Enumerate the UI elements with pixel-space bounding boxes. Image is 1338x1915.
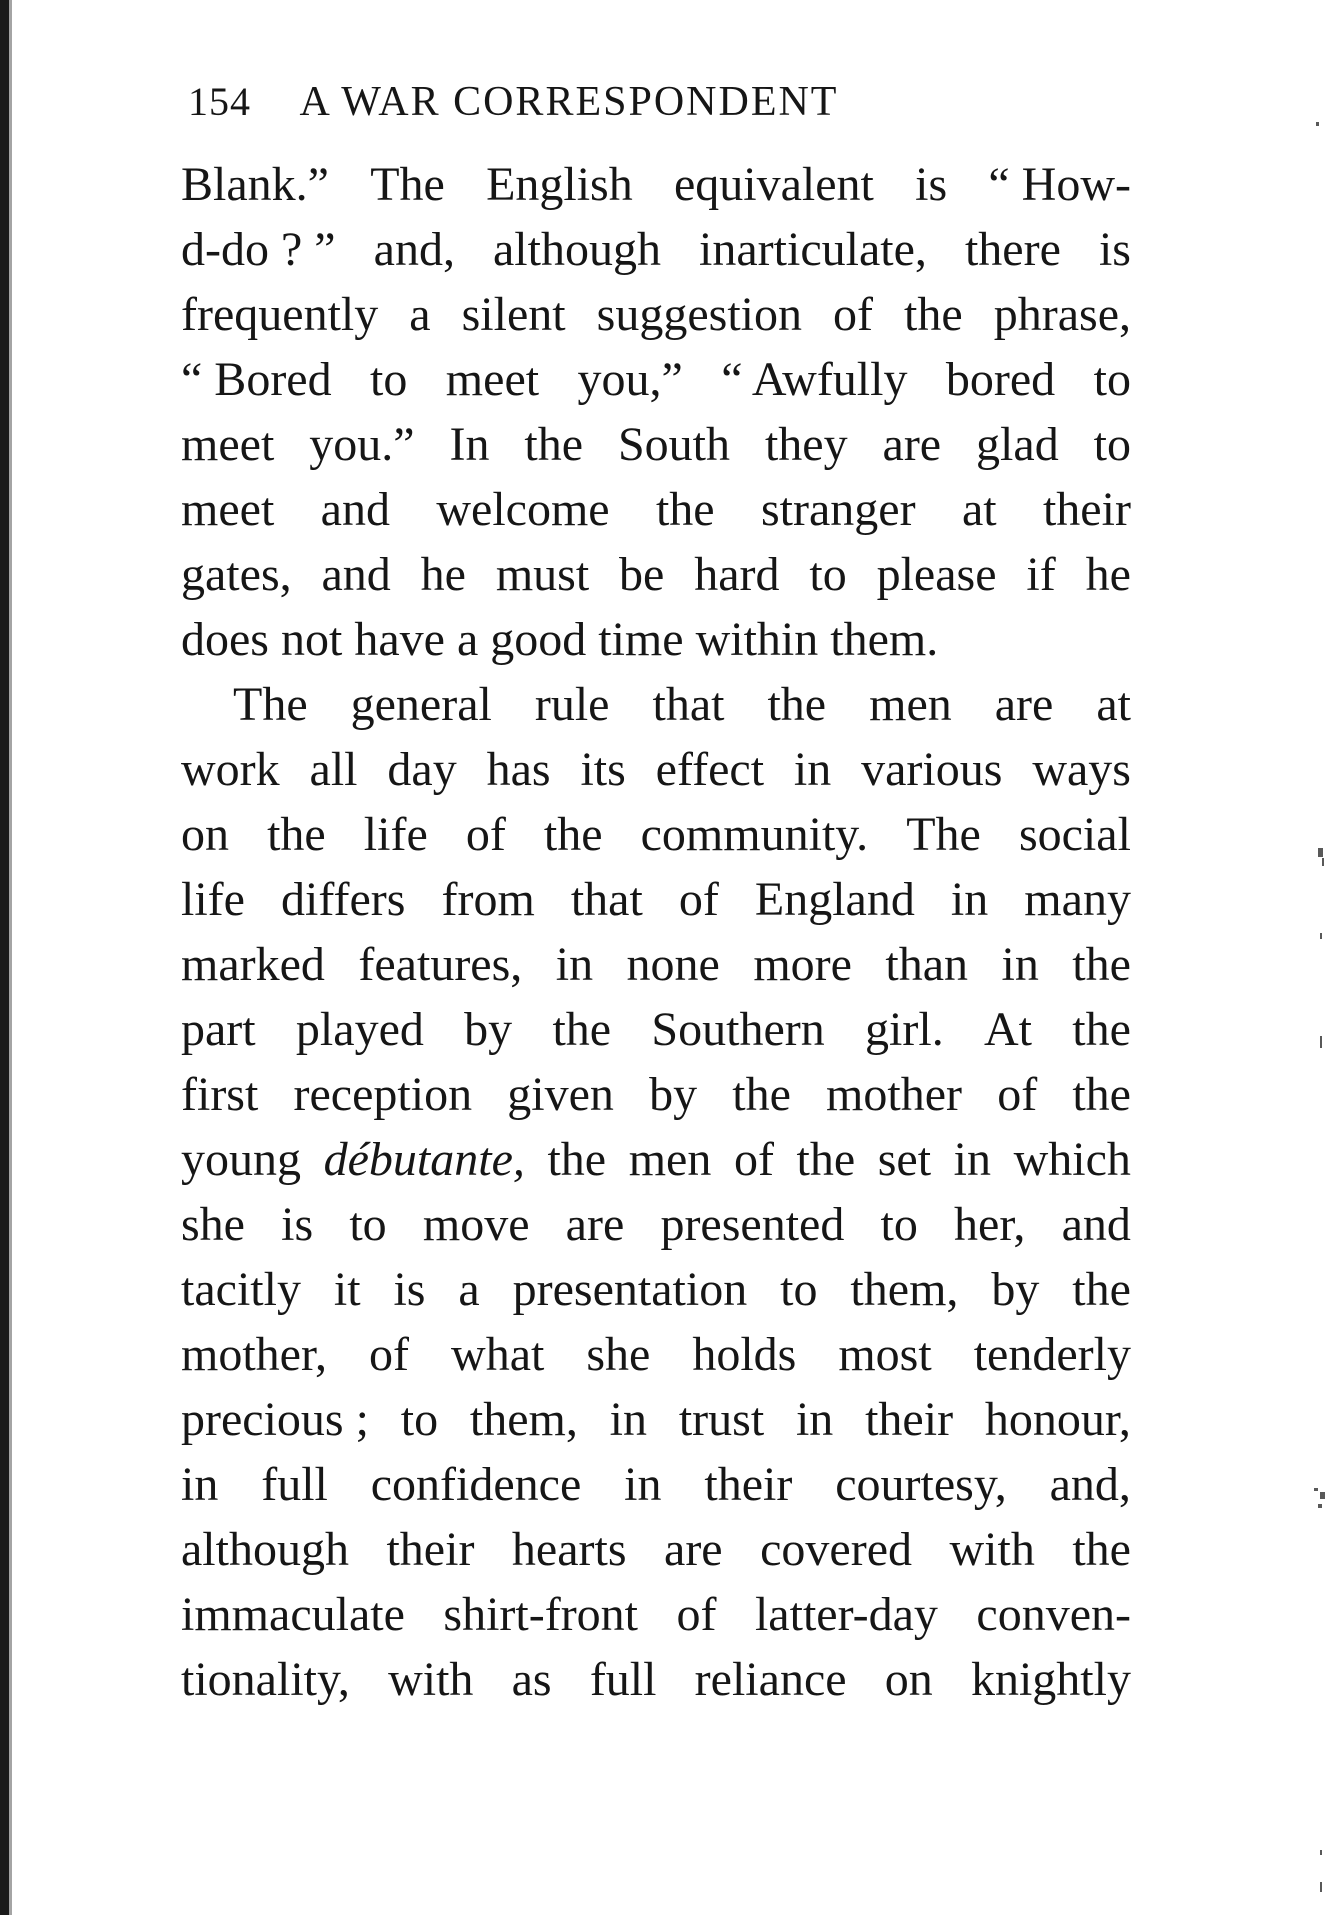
word: in bbox=[953, 1133, 992, 1186]
word: of bbox=[676, 1588, 717, 1641]
word: silent bbox=[461, 288, 566, 341]
page-gutter-shadow bbox=[9, 0, 12, 1915]
scan-speck bbox=[1320, 933, 1322, 939]
word: its bbox=[580, 743, 626, 796]
word: meet bbox=[181, 483, 275, 536]
text-line bbox=[181, 1647, 1131, 1712]
word: welcome bbox=[436, 483, 610, 536]
word: and bbox=[320, 483, 390, 536]
word: community. bbox=[640, 808, 869, 861]
word: life bbox=[181, 873, 245, 926]
word: the bbox=[904, 288, 963, 341]
word bbox=[342, 607, 354, 672]
word: mother bbox=[826, 1068, 963, 1121]
word: The bbox=[233, 678, 308, 731]
word: she bbox=[181, 1198, 245, 1251]
word: men bbox=[869, 678, 952, 731]
word: and bbox=[321, 548, 391, 601]
word: the bbox=[524, 418, 584, 471]
text-line bbox=[181, 542, 1131, 607]
text-line bbox=[181, 1192, 1131, 1257]
word: although bbox=[181, 1523, 349, 1576]
word: courtesy, bbox=[835, 1458, 1007, 1511]
word: at bbox=[961, 483, 997, 536]
word: is bbox=[915, 158, 948, 211]
word: a bbox=[458, 1263, 480, 1316]
word: not bbox=[280, 613, 343, 666]
word: meet bbox=[445, 353, 540, 406]
word: in bbox=[1001, 938, 1039, 991]
word: time bbox=[598, 613, 684, 666]
word: the bbox=[1072, 1523, 1131, 1576]
word: in bbox=[181, 1458, 219, 1511]
text-line bbox=[181, 737, 1131, 802]
word: the bbox=[1072, 938, 1131, 991]
word: tionality, bbox=[181, 1653, 350, 1706]
word: ways bbox=[1032, 743, 1131, 796]
word: immaculate bbox=[181, 1588, 405, 1641]
word: knightly bbox=[970, 1653, 1131, 1706]
word: of bbox=[997, 1068, 1038, 1121]
word: presented bbox=[660, 1198, 845, 1251]
text-line bbox=[181, 477, 1131, 542]
page-number: 154 bbox=[188, 79, 251, 124]
word: although bbox=[493, 223, 661, 276]
text-line bbox=[181, 1257, 1131, 1322]
word: to bbox=[1093, 418, 1131, 471]
word: move bbox=[422, 1198, 530, 1251]
word: on bbox=[181, 808, 229, 861]
scan-speck bbox=[1318, 848, 1323, 857]
word: men bbox=[628, 1133, 712, 1186]
word: hearts bbox=[511, 1523, 627, 1576]
word: stranger bbox=[760, 483, 916, 536]
word: the bbox=[547, 1133, 607, 1186]
word: given bbox=[507, 1068, 614, 1121]
word: glad bbox=[976, 418, 1059, 471]
word: English bbox=[486, 158, 633, 211]
scan-speck bbox=[1320, 1882, 1322, 1892]
text-line bbox=[181, 1387, 1131, 1452]
word: to bbox=[809, 548, 847, 601]
word: tacitly bbox=[181, 1263, 301, 1316]
scan-speck bbox=[1318, 1504, 1322, 1508]
word: all bbox=[309, 743, 358, 796]
word: girl. bbox=[865, 1003, 944, 1056]
word: a bbox=[409, 288, 431, 341]
word: “ Awfully bbox=[721, 353, 908, 406]
scan-speck bbox=[1320, 1492, 1325, 1499]
text-line bbox=[181, 997, 1131, 1062]
word: frequently bbox=[181, 288, 379, 341]
text-line-paragraph-start bbox=[181, 672, 1131, 737]
word: have bbox=[354, 613, 445, 666]
word: she bbox=[586, 1328, 651, 1381]
text-line bbox=[181, 1127, 1131, 1192]
word: precious ; bbox=[181, 1393, 369, 1446]
word: be bbox=[619, 548, 665, 601]
word: it bbox=[333, 1263, 361, 1316]
word: their bbox=[704, 1458, 793, 1511]
word: In bbox=[449, 418, 490, 471]
word: suggestion bbox=[596, 288, 802, 341]
scan-speck bbox=[1320, 1036, 1322, 1048]
word: young bbox=[181, 1133, 301, 1186]
word: differs bbox=[281, 873, 406, 926]
word: in bbox=[555, 938, 594, 991]
word: reliance bbox=[694, 1653, 847, 1706]
word: has bbox=[486, 743, 551, 796]
word bbox=[445, 607, 457, 672]
word: shirt-front bbox=[443, 1588, 639, 1641]
word: features, bbox=[358, 938, 523, 991]
word: gates, bbox=[181, 548, 292, 601]
page-gutter-edge bbox=[0, 0, 9, 1915]
word: you,” bbox=[577, 353, 683, 406]
word: played bbox=[295, 1003, 424, 1056]
word: they bbox=[764, 418, 848, 471]
word: of bbox=[833, 288, 874, 341]
word: conven- bbox=[976, 1588, 1131, 1641]
scan-speck bbox=[1320, 1850, 1322, 1855]
word: the bbox=[1072, 1263, 1131, 1316]
word bbox=[478, 607, 490, 672]
word: “ How- bbox=[988, 158, 1131, 211]
word: many bbox=[1024, 873, 1131, 926]
word: life bbox=[363, 808, 428, 861]
word: holds bbox=[692, 1328, 797, 1381]
word: of bbox=[678, 873, 719, 926]
word: trust bbox=[678, 1393, 765, 1446]
word: them, bbox=[850, 1263, 959, 1316]
word: a bbox=[456, 613, 479, 666]
word: are bbox=[664, 1523, 723, 1576]
word: by bbox=[991, 1263, 1040, 1316]
italic-term: débutante, bbox=[323, 1133, 525, 1186]
word: he bbox=[1085, 548, 1131, 601]
word: are bbox=[994, 678, 1054, 731]
word: The bbox=[370, 158, 445, 211]
word: at bbox=[1096, 678, 1131, 731]
word: full bbox=[589, 1653, 657, 1706]
word: full bbox=[261, 1458, 328, 1511]
word: the bbox=[732, 1068, 791, 1121]
word: none bbox=[626, 938, 720, 991]
word: are bbox=[565, 1198, 625, 1251]
word: you.” bbox=[309, 418, 415, 471]
word: marked bbox=[181, 938, 325, 991]
word: good bbox=[490, 613, 587, 666]
word: England bbox=[754, 873, 915, 926]
scan-speck bbox=[1316, 122, 1319, 126]
word: with bbox=[388, 1653, 474, 1706]
text-line bbox=[181, 347, 1131, 412]
text-line bbox=[181, 152, 1131, 217]
word: is bbox=[393, 1263, 426, 1316]
word: and, bbox=[1049, 1458, 1131, 1511]
word: are bbox=[882, 418, 942, 471]
running-title: A WAR CORRESPONDENT bbox=[299, 79, 839, 125]
word: them. bbox=[830, 613, 939, 666]
word: in bbox=[793, 743, 832, 796]
scan-speck bbox=[1322, 858, 1324, 866]
word: to bbox=[1093, 353, 1131, 406]
word: that bbox=[570, 873, 643, 926]
word: to bbox=[370, 353, 408, 406]
text-line bbox=[181, 867, 1131, 932]
text-line bbox=[181, 412, 1131, 477]
word: that bbox=[652, 678, 725, 731]
word: is bbox=[281, 1198, 314, 1251]
word: in bbox=[795, 1393, 834, 1446]
word: meet bbox=[181, 418, 275, 471]
word: of bbox=[369, 1328, 410, 1381]
word: their bbox=[386, 1523, 475, 1576]
word: the bbox=[267, 808, 326, 861]
word: first bbox=[181, 1068, 259, 1121]
word: does bbox=[181, 613, 269, 666]
word: in bbox=[624, 1458, 662, 1511]
word: if bbox=[1026, 548, 1056, 601]
word: honour, bbox=[984, 1393, 1131, 1446]
word: of bbox=[733, 1133, 774, 1186]
word: from bbox=[441, 873, 535, 926]
word: which bbox=[1013, 1133, 1131, 1186]
word: the bbox=[552, 1003, 612, 1056]
word: their bbox=[865, 1393, 954, 1446]
word: latter-day bbox=[754, 1588, 938, 1641]
word: bored bbox=[945, 353, 1056, 406]
text-line bbox=[181, 1452, 1131, 1517]
word: to bbox=[349, 1198, 387, 1251]
word: social bbox=[1018, 808, 1131, 861]
word: as bbox=[511, 1653, 552, 1706]
text-line bbox=[181, 932, 1131, 997]
word bbox=[269, 607, 281, 672]
word: part bbox=[181, 1003, 256, 1056]
word: rule bbox=[534, 678, 610, 731]
word: to bbox=[400, 1393, 439, 1446]
word: phrase, bbox=[993, 288, 1131, 341]
word: must bbox=[495, 548, 590, 601]
text-line bbox=[181, 1582, 1131, 1647]
word: and bbox=[1061, 1198, 1131, 1251]
scan-speck bbox=[1314, 1488, 1318, 1491]
word: At bbox=[983, 1003, 1032, 1056]
word: on bbox=[884, 1653, 933, 1706]
word: to bbox=[780, 1263, 818, 1316]
text-line bbox=[181, 282, 1131, 347]
word: the bbox=[796, 1133, 856, 1186]
word: The bbox=[906, 808, 981, 861]
word: d-do ? ” bbox=[181, 223, 336, 276]
word: what bbox=[451, 1328, 545, 1381]
word: hard bbox=[694, 548, 780, 601]
word: Southern bbox=[651, 1003, 825, 1056]
word: by bbox=[464, 1003, 513, 1056]
word: inarticulate, bbox=[699, 223, 927, 276]
word: is bbox=[1098, 223, 1131, 276]
word: day bbox=[387, 743, 457, 796]
word: the bbox=[655, 483, 715, 536]
word: and, bbox=[373, 223, 455, 276]
word: of bbox=[465, 808, 506, 861]
word: mother, bbox=[181, 1328, 328, 1381]
word: more bbox=[753, 938, 852, 991]
word: there bbox=[964, 223, 1061, 276]
word: tenderly bbox=[973, 1328, 1131, 1381]
word bbox=[586, 607, 598, 672]
word: South bbox=[617, 418, 730, 471]
word bbox=[684, 607, 696, 672]
word: in bbox=[950, 873, 989, 926]
word: covered bbox=[760, 1523, 912, 1576]
word: reception bbox=[293, 1068, 473, 1121]
word: than bbox=[885, 938, 969, 991]
text-line bbox=[181, 1322, 1131, 1387]
word: equivalent bbox=[673, 158, 874, 211]
word: her, bbox=[954, 1198, 1026, 1251]
word: the bbox=[1072, 1068, 1131, 1121]
word: the bbox=[767, 678, 827, 731]
text-line bbox=[181, 1517, 1131, 1582]
word: various bbox=[861, 743, 1003, 796]
word: presentation bbox=[512, 1263, 748, 1316]
word: work bbox=[181, 743, 280, 796]
word: set bbox=[877, 1133, 932, 1186]
word: with bbox=[949, 1523, 1035, 1576]
word: in bbox=[609, 1393, 648, 1446]
word bbox=[818, 607, 830, 672]
word: effect bbox=[655, 743, 765, 796]
text-line bbox=[181, 217, 1131, 282]
word: general bbox=[350, 678, 492, 731]
word: confidence bbox=[370, 1458, 582, 1511]
body-text bbox=[181, 152, 1131, 1712]
text-line-paragraph-end bbox=[181, 607, 1131, 672]
word: by bbox=[649, 1068, 698, 1121]
word: to bbox=[880, 1198, 918, 1251]
word: the bbox=[543, 808, 603, 861]
word: them, bbox=[469, 1393, 578, 1446]
word: their bbox=[1042, 483, 1131, 536]
word: the bbox=[1072, 1003, 1131, 1056]
word: within bbox=[695, 613, 819, 666]
running-head bbox=[188, 78, 1088, 138]
word: he bbox=[420, 548, 466, 601]
word: “ Bored bbox=[181, 353, 332, 406]
word: most bbox=[838, 1328, 932, 1381]
text-line bbox=[181, 1062, 1131, 1127]
word: please bbox=[876, 548, 997, 601]
text-line bbox=[181, 802, 1131, 867]
word: Blank.” bbox=[181, 158, 329, 211]
